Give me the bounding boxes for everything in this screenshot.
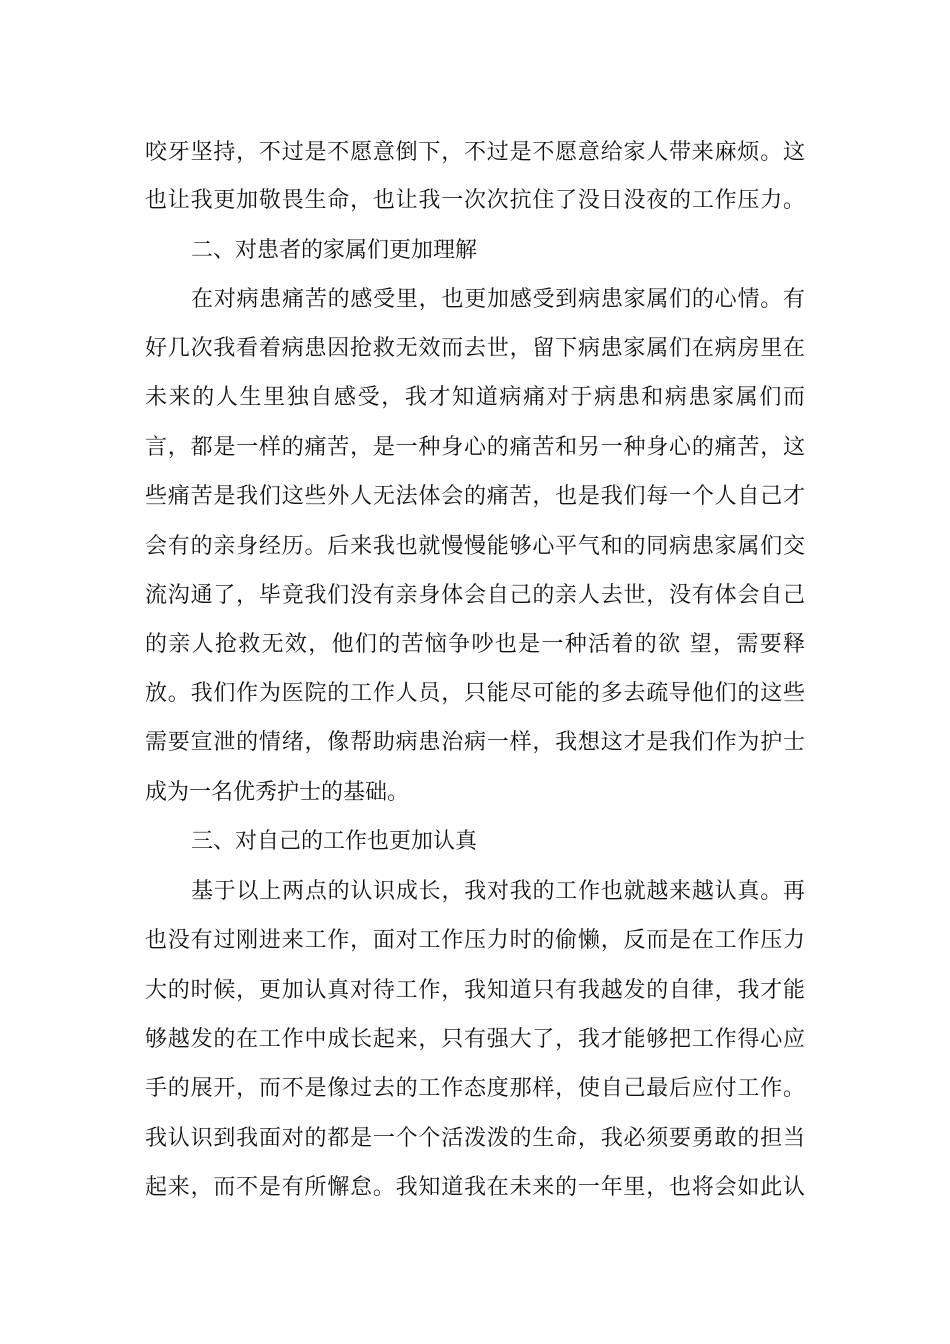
body-text-line: 未来的人生里独自感受，我才知道病痛对于病患和病患家属们而 [145,385,805,410]
body-text-line: 基于以上两点的认识成长，我对我的工作也就越来越认真。再 [191,879,805,904]
body-text-line: 的亲人抢救无效，他们的苦恼争吵也是一种活着的欲 望，需要释 [145,632,805,657]
body-text-line: 咬牙坚持，不过是不愿意倒下，不过是不愿意给家人带来麻烦。这 [145,140,805,165]
body-text-line: 需要宣泄的情绪，像帮助病患治病一样，我想这才是我们作为护士 [145,730,805,755]
body-text-line: 放。我们作为医院的工作人员，只能尽可能的多去疏导他们的这些 [145,681,805,706]
body-text-line: 手的展开，而不是像过去的工作态度那样，使自己最后应付工作。 [145,1076,805,1101]
body-text-line: 大的时候，更加认真对待工作，我知道只有我越发的自律，我才能 [145,978,805,1003]
section-heading-2: 二、对患者的家属们更加理解 [191,238,478,263]
section-heading-3: 三、对自己的工作也更加认真 [191,829,478,854]
body-text-line: 也没有过刚进来工作，面对工作压力时的偷懒，反而是在工作压力 [145,928,805,953]
body-text-line: 言，都是一样的痛苦，是一种身心的痛苦和另一种身心的痛苦，这 [145,435,805,460]
body-text-line: 会有的亲身经历。后来我也就慢慢能够心平气和的同病患家属们交 [145,534,805,559]
body-text-line: 流沟通了，毕竟我们没有亲身体会自己的亲人去世，没有体会自己 [145,583,805,608]
body-text-line: 在对病患痛苦的感受里，也更加感受到病患家属们的心情。有 [191,287,805,312]
body-text-line: 些痛苦是我们这些外人无法体会的痛苦，也是我们每一个人自己才 [145,484,805,509]
body-text-line: 也让我更加敬畏生命，也让我一次次抗住了没日没夜的工作压力。 [145,188,805,213]
body-text-line: 好几次我看着病患因抢救无效而去世，留下病患家属们在病房里在 [145,336,805,361]
body-text-line: 起来，而不是有所懈怠。我知道我在未来的一年里，也将会如此认 [145,1175,805,1200]
body-text-line: 成为一名优秀护士的基础。 [145,780,410,805]
body-text-line: 我认识到我面对的都是一个个活泼泼的生命，我必须要勇敢的担当 [145,1126,805,1151]
body-text-line: 够越发的在工作中成长起来，只有强大了，我才能够把工作得心应 [145,1027,805,1052]
